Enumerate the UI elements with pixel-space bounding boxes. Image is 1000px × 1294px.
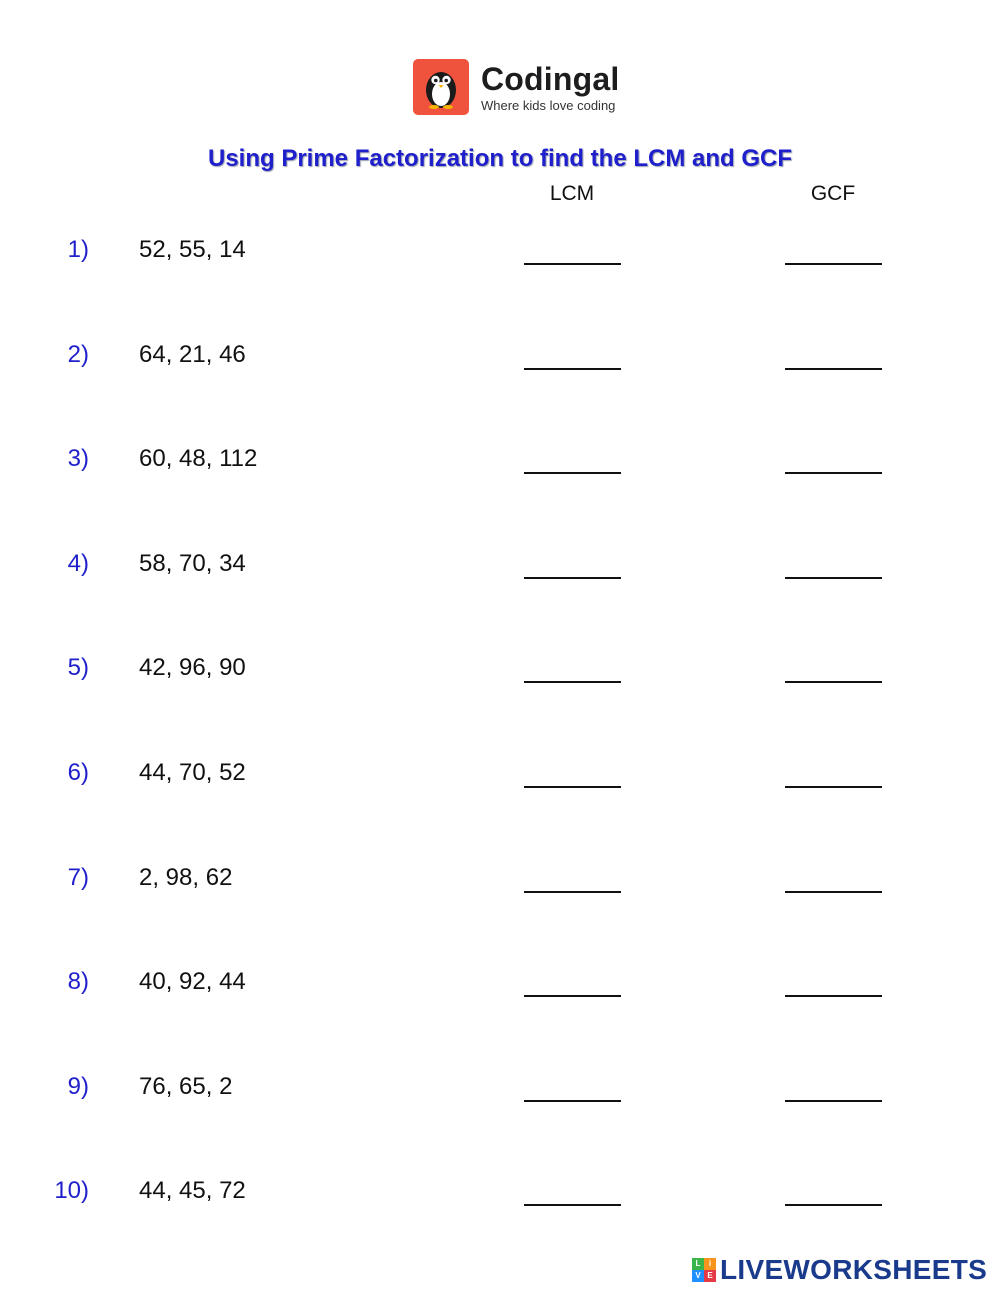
gcf-answer-blank[interactable] [785,891,882,893]
penguin-icon [413,59,469,115]
lcm-answer-blank[interactable] [524,786,621,788]
gcf-answer-blank[interactable] [785,263,882,265]
problem-number: 7) [67,864,89,891]
gcf-answer-blank[interactable] [785,995,882,997]
problem-numbers: 44, 70, 52 [139,759,246,786]
problem-row [0,550,1000,590]
problem-number: 8) [67,968,89,995]
problem-number: 10) [54,1177,89,1204]
problem-row [0,1177,1000,1217]
lcm-answer-blank[interactable] [524,1204,621,1206]
problem-row [0,759,1000,799]
problem-numbers: 52, 55, 14 [139,236,246,263]
codingal-logo [413,59,619,115]
problem-row [0,864,1000,904]
problem-numbers: 2, 98, 62 [139,864,233,891]
problem-number: 9) [67,1073,89,1100]
problem-number: 1) [67,236,89,263]
problem-numbers: 42, 96, 90 [139,654,246,681]
problem-numbers: 76, 65, 2 [139,1073,233,1100]
problem-numbers: 60, 48, 112 [139,445,258,472]
gcf-answer-blank[interactable] [785,681,882,683]
problem-number: 2) [67,341,89,368]
problem-numbers: 58, 70, 34 [139,550,246,577]
lcm-answer-blank[interactable] [524,995,621,997]
problem-number: 4) [67,550,89,577]
logo-name: Codingal [481,60,620,97]
gcf-column-header: GCF [810,182,856,205]
liveworksheets-watermark [692,1254,987,1286]
gcf-answer-blank[interactable] [785,786,882,788]
problem-number: 3) [67,445,89,472]
problem-row [0,968,1000,1008]
gcf-answer-blank[interactable] [785,472,882,474]
problem-numbers: 44, 45, 72 [139,1177,246,1204]
problem-row [0,654,1000,694]
lcm-answer-blank[interactable] [524,368,621,370]
worksheet-title: Using Prime Factorization to find the LCM and GCF [207,145,792,172]
lcm-column-header: LCM [549,182,595,205]
problem-row [0,341,1000,381]
problem-row [0,1073,1000,1113]
lcm-answer-blank[interactable] [524,891,621,893]
lcm-answer-blank[interactable] [524,472,621,474]
gcf-answer-blank[interactable] [785,1204,882,1206]
problem-number: 5) [67,654,89,681]
lcm-answer-blank[interactable] [524,1100,621,1102]
logo-tagline: Where kids love coding [481,97,616,113]
lcm-answer-blank[interactable] [524,577,621,579]
lcm-answer-blank[interactable] [524,681,621,683]
problem-row [0,236,1000,276]
problem-row [0,445,1000,485]
problem-numbers: 64, 21, 46 [139,341,246,368]
liveworksheets-icon: L i V E [692,1258,716,1282]
watermark-text: LIVEWORKSHEETS [720,1254,988,1285]
gcf-answer-blank[interactable] [785,1100,882,1102]
problem-number: 6) [67,759,89,786]
gcf-answer-blank[interactable] [785,577,882,579]
gcf-answer-blank[interactable] [785,368,882,370]
problem-numbers: 40, 92, 44 [139,968,246,995]
lcm-answer-blank[interactable] [524,263,621,265]
